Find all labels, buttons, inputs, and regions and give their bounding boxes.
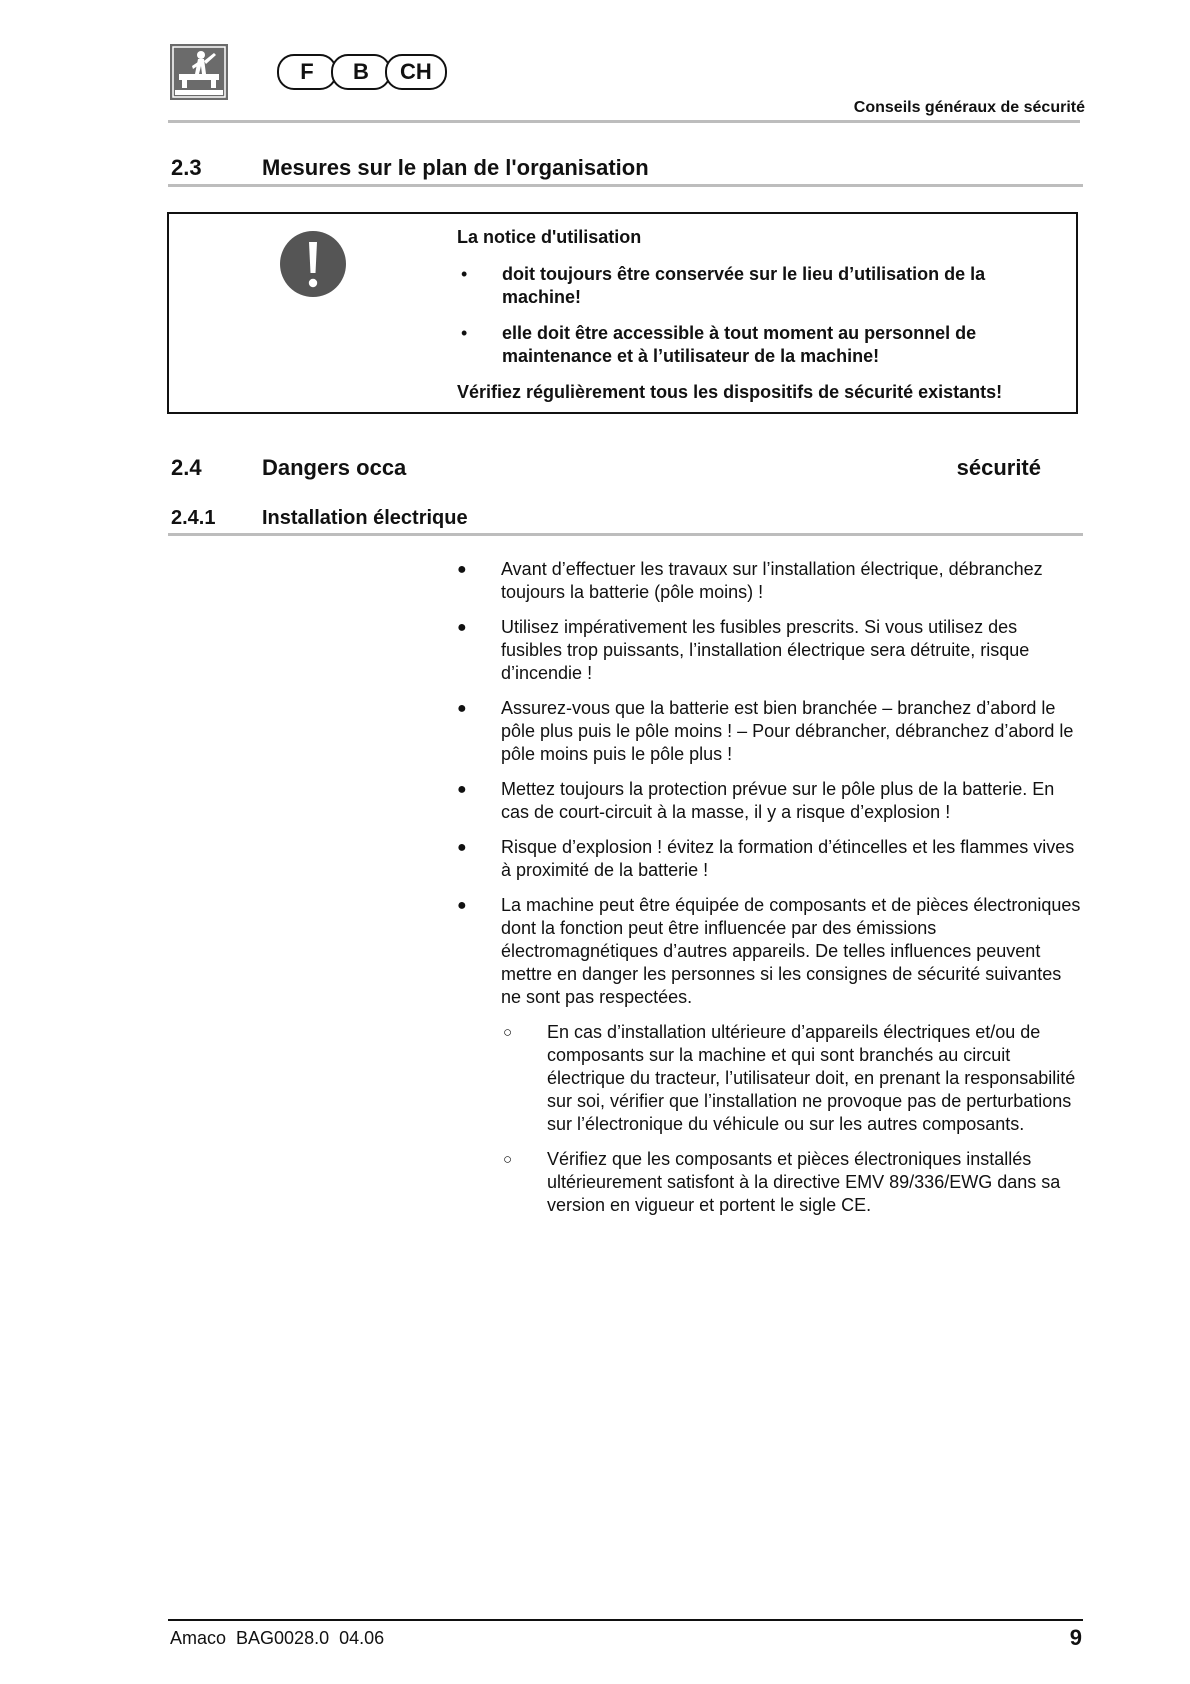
list-item-text: Mettez toujours la protection prévue sur le pôle plus de la batterie. En cas de court-circuit à la masse, il y a risque d’explosion ! (501, 779, 1055, 822)
notice-content (457, 226, 1069, 418)
subsection-title: Installation électrique (262, 507, 468, 529)
country-codes (277, 54, 441, 88)
section-title-right: sécurité (956, 455, 1041, 480)
section-2-4-1-rule (168, 533, 1083, 536)
list-item (456, 894, 1081, 1217)
page-number: 9 (1069, 1625, 1082, 1650)
bullet-icon: ● (457, 700, 467, 717)
chapter-title: Conseils généraux de sécurité (853, 99, 1085, 116)
list-item (456, 836, 1081, 882)
bullet-icon: ● (457, 781, 467, 798)
section-number: 2.3 (171, 155, 202, 180)
exclamation-icon (279, 230, 347, 298)
header-rule (168, 120, 1080, 123)
section-number: 2.4 (171, 455, 202, 480)
bullet-icon: ● (457, 897, 467, 914)
list-item-text: Assurez-vous que la batterie est bien branchée – branchez d’abord le pôle plus puis le pôle moins ! – Pour débrancher, débranchez d’abord le pôle moins puis le pôle plus ! (501, 698, 1074, 764)
section-title-left: Dangers occa (262, 455, 407, 480)
bullet-icon: ● (457, 561, 467, 578)
amazone-logo-icon (170, 44, 228, 100)
list-item-text: Risque d’explosion ! évitez la formation d’étincelles et les flammes vives à proximité de la batterie ! (501, 837, 1075, 880)
list-item-text: Utilisez impérativement les fusibles prescrits. Si vous utilisez des fusibles trop puissants, l’installation électrique sera détruite, risque d’incendie ! (501, 617, 1030, 683)
notice-intro: La notice d'utilisation (457, 227, 642, 247)
section-2-3-rule (168, 184, 1083, 187)
electrical-safety-list (456, 558, 1081, 1229)
footer-rule (168, 1619, 1083, 1621)
list-item-text: Avant d’effectuer les travaux sur l’installation électrique, débranchez toujours la batterie (pôle moins) ! (501, 559, 1043, 602)
list-item-text: La machine peut être équipée de composants et de pièces électroniques dont la fonction peut être influencée par des émissions électromagnétiques d’autres appareils. De telles influences peuvent mettre en danger les personnes si les consignes de sécurité suivantes ne sont pas respectées. (501, 895, 1081, 1007)
country-code-b: B (331, 54, 391, 90)
notice-closing: Vérifiez régulièrement tous les dispositifs de sécurité existants! (457, 382, 1003, 402)
notice-list-item: • doit toujours être conservée sur le lieu d’utilisation de la machine! (457, 263, 1069, 309)
sub-bullet-icon: ○ (503, 1151, 513, 1168)
country-code-ch: CH (385, 54, 447, 90)
list-item (456, 778, 1081, 824)
notice-list-item: • elle doit être accessible à tout moment au personnel de maintenance et à l’utilisateur de la machine! (457, 322, 1069, 368)
sub-list-item (501, 1021, 1081, 1136)
country-code-f: F (277, 54, 337, 90)
sub-bullet-icon: ○ (503, 1024, 513, 1041)
bullet-icon: ● (457, 839, 467, 856)
section-title: Mesures sur le plan de l'organisation (262, 155, 649, 180)
subsection-number: 2.4.1 (171, 507, 216, 529)
sub-list-item (501, 1148, 1081, 1217)
notice-list (457, 263, 1069, 368)
list-item (456, 697, 1081, 766)
list-item (456, 616, 1081, 685)
list-item (456, 558, 1081, 604)
electronics-sub-list (501, 1021, 1081, 1217)
safety-notice-box (167, 212, 1078, 414)
sub-list-item-text: En cas d’installation ultérieure d’appareils électriques et/ou de composants sur la machine et qui sont branchés au circuit électrique du tracteur, l’utilisateur doit, en prenant la responsabilité sur soi, vérifier que l’installation ne provoque pas de perturbations sur l’électronique du véhicule ou sur les autres composants. (547, 1022, 1076, 1134)
sub-list-item-text: Vérifiez que les composants et pièces électroniques installés ultérieurement satisfont à la directive EMV 89/336/EWG dans sa version en vigueur et portent le sigle CE. (547, 1149, 1061, 1215)
footer-document-id: Amaco BAG0028.0 04.06 (170, 1628, 385, 1648)
bullet-icon: ● (457, 619, 467, 636)
